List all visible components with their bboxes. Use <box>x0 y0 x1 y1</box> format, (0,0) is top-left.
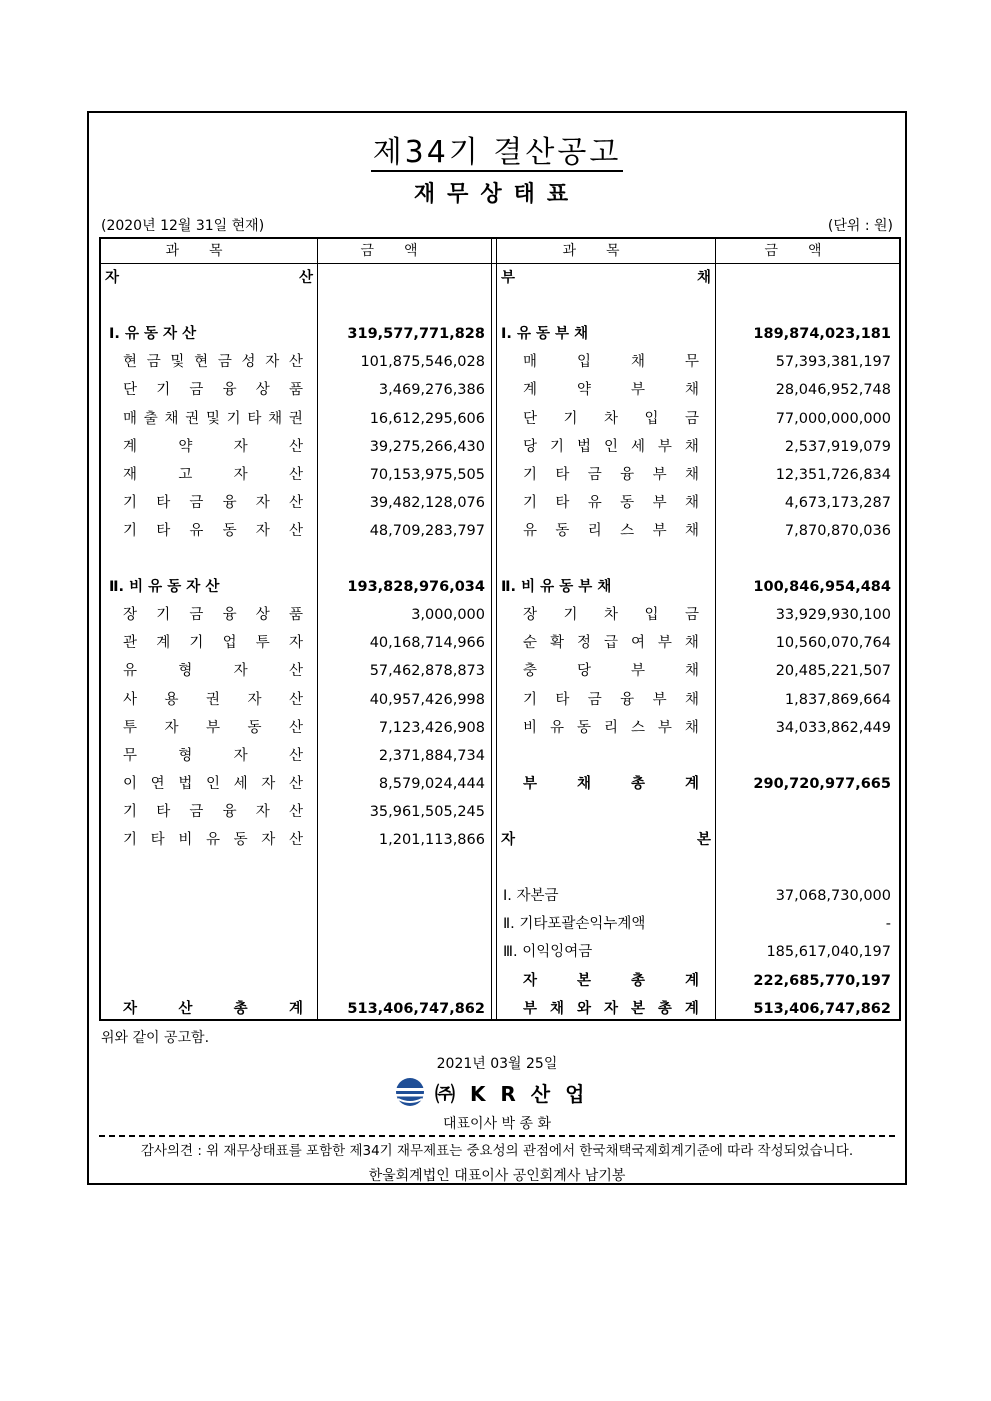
right-item-label: Ⅱ. 기타포괄손익누계액 <box>503 916 646 933</box>
left-item-label: Ⅱ. 비 유 동 자 산 <box>109 579 220 596</box>
company-name: ㈜ K R 산 업 <box>435 1082 589 1106</box>
right-item-label: 부 채 와 자 본 총 계 <box>523 1000 699 1017</box>
auditor-signature: 한울회계법인 대표이사 공인회계사 남기봉 <box>368 1168 626 1184</box>
right-item-amount: 20,485,221,507 <box>775 663 891 680</box>
right-item-amount: 10,560,070,764 <box>775 635 891 652</box>
unit-label: (단위 : 원) <box>827 218 893 234</box>
left-section-heading: 자 산 <box>105 270 313 286</box>
left-item-amount: 40,168,714,966 <box>369 635 485 652</box>
right-item-amount: 100,846,954,484 <box>753 579 891 596</box>
left-item-label: Ⅰ. 유 동 자 산 <box>109 326 197 343</box>
announce-date: 2021년 03월 25일 <box>436 1056 558 1072</box>
right-item-label: 장 기 차 입 금 <box>523 607 699 624</box>
right-item-amount: 185,617,040,197 <box>766 944 891 961</box>
notice-text: 위와 같이 공고함. <box>101 1030 210 1046</box>
right-item-amount: 77,000,000,000 <box>775 410 891 427</box>
right-item-amount: 57,393,381,197 <box>775 354 891 371</box>
right-item-label: 순 확 정 급 여 부 채 <box>523 635 699 652</box>
left-item-label: 유 형 자 산 <box>123 663 303 680</box>
right-item-amount: 222,685,770,197 <box>753 972 891 989</box>
right-item-label: Ⅲ. 이익잉여금 <box>503 944 593 961</box>
left-item-label: 기 타 금 융 자 산 <box>123 803 303 820</box>
announcement-frame <box>87 111 907 1185</box>
left-item-amount: 3,469,276,386 <box>378 382 485 399</box>
right-item-label: 계 약 부 채 <box>523 382 699 399</box>
left-item-label: 기 타 유 동 자 산 <box>123 522 303 539</box>
divider <box>99 1135 895 1137</box>
header-amount-left: 금액 <box>360 243 448 259</box>
right-item-label: 당 기 법 인 세 부 채 <box>523 438 699 455</box>
right-item-label: Ⅱ. 비 유 동 부 채 <box>501 579 612 596</box>
left-item-amount: 513,406,747,862 <box>347 1000 485 1017</box>
left-item-amount: 35,961,505,245 <box>369 803 485 820</box>
left-item-amount: 193,828,976,034 <box>347 579 485 596</box>
right-item-amount: 7,870,870,036 <box>784 522 891 539</box>
left-item-amount: 48,709,283,797 <box>369 522 485 539</box>
left-item-amount: 8,579,024,444 <box>378 775 485 792</box>
left-item-amount: 3,000,000 <box>411 607 485 624</box>
right-item-amount: 513,406,747,862 <box>753 1000 891 1017</box>
right-item-amount: - <box>885 916 891 933</box>
left-item-label: 사 용 권 자 산 <box>123 691 303 708</box>
ceo-name: 대표이사 박 종 화 <box>442 1116 552 1132</box>
left-item-label: 장 기 금 융 상 품 <box>123 607 303 624</box>
right-item-amount: 1,837,869,664 <box>784 691 891 708</box>
left-item-label: 자 산 총 계 <box>123 1000 303 1017</box>
right-section-heading: 부 채 <box>501 270 711 286</box>
right-item-label: Ⅰ. 자본금 <box>503 888 559 905</box>
left-item-amount: 2,371,884,734 <box>378 747 485 764</box>
right-item-amount: 28,046,952,748 <box>775 382 891 399</box>
right-item-amount: 189,874,023,181 <box>753 326 891 343</box>
right-item-label: 자 본 총 계 <box>523 972 699 989</box>
left-item-label: 기 타 비 유 동 자 산 <box>123 832 303 848</box>
left-item-label: 계 약 자 산 <box>123 438 303 455</box>
left-item-label: 무 형 자 산 <box>123 747 303 764</box>
left-item-amount: 57,462,878,873 <box>369 663 485 680</box>
balance-sheet-table <box>99 237 901 1021</box>
header-item-right: 과목 <box>562 243 650 259</box>
left-item-label: 단 기 금 융 상 품 <box>123 382 303 399</box>
right-item-label: Ⅰ. 유 동 부 채 <box>501 326 589 343</box>
audit-opinion: 감사의견 : 위 재무상태표를 포함한 제34기 재무제표는 중요성의 관점에서 한국채택국제회계기준에 따라 작성되었습니다. <box>140 1143 854 1159</box>
left-item-amount: 1,201,113,866 <box>378 832 485 848</box>
left-item-amount: 40,957,426,998 <box>369 691 485 708</box>
right-item-amount: 2,537,919,079 <box>784 438 891 455</box>
right-item-amount: 37,068,730,000 <box>775 888 891 905</box>
right-section-heading: 자 본 <box>501 832 711 848</box>
statement-title: 재무상태표 <box>413 182 581 207</box>
right-item-label: 부 채 총 계 <box>523 775 699 792</box>
right-item-label: 비 유 동 리 스 부 채 <box>523 719 699 736</box>
company-logo-icon <box>395 1077 425 1107</box>
right-item-label: 기 타 금 융 부 채 <box>523 466 699 483</box>
left-item-amount: 39,275,266,430 <box>369 438 485 455</box>
right-item-amount: 4,673,173,287 <box>784 494 891 511</box>
left-item-label: 이 연 법 인 세 자 산 <box>123 775 303 792</box>
header-amount-right: 금액 <box>764 243 852 259</box>
left-item-amount: 70,153,975,505 <box>369 466 485 483</box>
left-item-label: 관 계 기 업 투 자 <box>123 635 303 652</box>
right-item-label: 유 동 리 스 부 채 <box>523 522 699 539</box>
left-item-label: 매 출 채 권 및 기 타 채 권 <box>123 410 303 427</box>
left-item-label: 기 타 금 융 자 산 <box>123 494 303 511</box>
right-item-label: 기 타 유 동 부 채 <box>523 494 699 511</box>
left-item-label: 투 자 부 동 산 <box>123 719 303 736</box>
page-title: 제34기 결산공고 <box>372 135 622 170</box>
left-item-amount: 16,612,295,606 <box>369 410 485 427</box>
as-of-date: (2020년 12월 31일 현재) <box>101 218 265 234</box>
left-item-label: 현 금 및 현 금 성 자 산 <box>123 354 303 371</box>
header-item-left: 과목 <box>165 243 253 259</box>
right-item-label: 충 당 부 채 <box>523 663 699 680</box>
left-item-amount: 101,875,546,028 <box>360 354 485 371</box>
left-item-amount: 319,577,771,828 <box>347 326 485 343</box>
right-item-label: 단 기 차 입 금 <box>523 410 699 427</box>
right-item-amount: 12,351,726,834 <box>775 466 891 483</box>
right-item-amount: 34,033,862,449 <box>775 719 891 736</box>
left-item-amount: 39,482,128,076 <box>369 494 485 511</box>
left-item-label: 재 고 자 산 <box>123 466 303 483</box>
right-item-label: 기 타 금 융 부 채 <box>523 691 699 708</box>
right-item-label: 매 입 채 무 <box>523 354 699 371</box>
right-item-amount: 290,720,977,665 <box>753 775 891 792</box>
right-item-amount: 33,929,930,100 <box>775 607 891 624</box>
left-item-amount: 7,123,426,908 <box>378 719 485 736</box>
